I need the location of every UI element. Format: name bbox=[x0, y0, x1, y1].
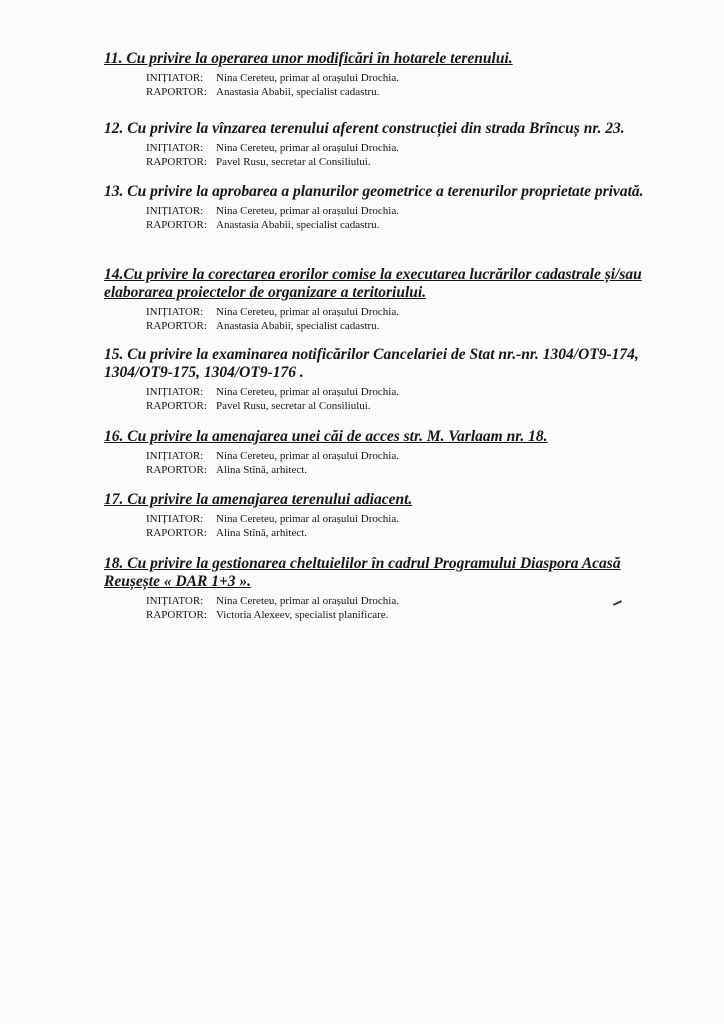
initiator-row bbox=[146, 204, 664, 218]
agenda-item-17 bbox=[104, 491, 664, 540]
initiator-row bbox=[146, 449, 664, 463]
agenda-item-14 bbox=[104, 266, 664, 333]
initiator-label: INIȚIATOR: bbox=[146, 306, 204, 318]
initiator-label: INIȚIATOR: bbox=[146, 386, 204, 398]
agenda-item-16 bbox=[104, 428, 664, 477]
agenda-item-title: 15. Cu privire la examinarea notificărilor Cancelariei de Stat nr.-nr. 1304/OT9-174, 1304/OT9-175, 1304/OT9-176 . bbox=[104, 346, 639, 381]
initiator-value: Nina Cereteu, primar al orașului Drochia. bbox=[216, 513, 399, 525]
raportor-label: RAPORTOR: bbox=[146, 609, 207, 621]
raportor-value: Anastasia Ababii, specialist cadastru. bbox=[216, 86, 380, 98]
agenda-item-12 bbox=[104, 120, 664, 169]
initiator-row bbox=[146, 594, 664, 608]
agenda-item-meta bbox=[146, 71, 664, 99]
initiator-value: Nina Cereteu, primar al orașului Drochia. bbox=[216, 72, 399, 84]
raportor-row bbox=[146, 218, 664, 232]
agenda-item-meta bbox=[146, 305, 664, 333]
raportor-value: Anastasia Ababii, specialist cadastru. bbox=[216, 320, 380, 332]
raportor-row bbox=[146, 526, 664, 540]
raportor-label: RAPORTOR: bbox=[146, 86, 207, 98]
agenda-item-title: 17. Cu privire la amenajarea terenului adiacent. bbox=[104, 491, 413, 508]
initiator-label: INIȚIATOR: bbox=[146, 595, 204, 607]
initiator-label: INIȚIATOR: bbox=[146, 205, 204, 217]
initiator-value: Nina Cereteu, primar al orașului Drochia. bbox=[216, 306, 399, 318]
agenda-item-meta bbox=[146, 204, 664, 232]
raportor-value: Pavel Rusu, secretar al Consiliului. bbox=[216, 400, 371, 412]
raportor-label: RAPORTOR: bbox=[146, 464, 207, 476]
initiator-row bbox=[146, 141, 664, 155]
agenda-item-title: 16. Cu privire la amenajarea unei căi de acces str. M. Varlaam nr. 18. bbox=[104, 428, 548, 445]
agenda-item-15 bbox=[104, 346, 664, 413]
agenda-item-18 bbox=[104, 555, 664, 622]
initiator-row bbox=[146, 71, 664, 85]
agenda-item-13 bbox=[104, 183, 664, 232]
initiator-label: INIȚIATOR: bbox=[146, 513, 204, 525]
raportor-value: Alina Stînă, arhitect. bbox=[216, 527, 308, 539]
agenda-item-meta bbox=[146, 594, 664, 622]
raportor-row bbox=[146, 463, 664, 477]
agenda-item-title: 11. Cu privire la operarea unor modificări în hotarele terenului. bbox=[104, 50, 513, 67]
initiator-value: Nina Cereteu, primar al orașului Drochia. bbox=[216, 142, 399, 154]
agenda-item-title: 18. Cu privire la gestionarea cheltuielilor în cadrul Programului Diaspora Acasă Reușește « DAR 1+3 ». bbox=[104, 555, 621, 590]
raportor-row bbox=[146, 399, 664, 413]
raportor-value: Pavel Rusu, secretar al Consiliului. bbox=[216, 156, 371, 168]
raportor-label: RAPORTOR: bbox=[146, 320, 207, 332]
agenda-item-meta bbox=[146, 449, 664, 477]
agenda-item-meta bbox=[146, 385, 664, 413]
raportor-value: Victoria Alexeev, specialist planificare. bbox=[216, 609, 389, 621]
agenda-item-title: 13. Cu privire la aprobarea a planurilor geometrice a terenurilor proprietate privată. bbox=[104, 183, 644, 200]
agenda-item-title: 12. Cu privire la vînzarea terenului aferent construcției din strada Brîncuș nr. 23. bbox=[104, 120, 625, 137]
raportor-value: Anastasia Ababii, specialist cadastru. bbox=[216, 219, 380, 231]
raportor-label: RAPORTOR: bbox=[146, 527, 207, 539]
initiator-row bbox=[146, 385, 664, 399]
raportor-label: RAPORTOR: bbox=[146, 219, 207, 231]
agenda-item-title: 14.Cu privire la corectarea erorilor comise la executarea lucrărilor cadastrale și/sau elaborarea proiectelor de organizare a teritoriului. bbox=[104, 266, 642, 301]
initiator-label: INIȚIATOR: bbox=[146, 450, 204, 462]
initiator-value: Nina Cereteu, primar al orașului Drochia. bbox=[216, 205, 399, 217]
initiator-value: Nina Cereteu, primar al orașului Drochia. bbox=[216, 450, 399, 462]
raportor-row bbox=[146, 319, 664, 333]
raportor-row bbox=[146, 155, 664, 169]
initiator-value: Nina Cereteu, primar al orașului Drochia. bbox=[216, 386, 399, 398]
agenda-item-11 bbox=[104, 50, 664, 99]
raportor-row bbox=[146, 608, 664, 622]
raportor-row bbox=[146, 85, 664, 99]
initiator-label: INIȚIATOR: bbox=[146, 142, 204, 154]
raportor-label: RAPORTOR: bbox=[146, 156, 207, 168]
raportor-value: Alina Stînă, arhitect. bbox=[216, 464, 308, 476]
initiator-row bbox=[146, 305, 664, 319]
initiator-label: INIȚIATOR: bbox=[146, 72, 204, 84]
initiator-value: Nina Cereteu, primar al orașului Drochia. bbox=[216, 595, 399, 607]
agenda-item-meta bbox=[146, 141, 664, 169]
agenda-item-meta bbox=[146, 512, 664, 540]
raportor-label: RAPORTOR: bbox=[146, 400, 207, 412]
initiator-row bbox=[146, 512, 664, 526]
